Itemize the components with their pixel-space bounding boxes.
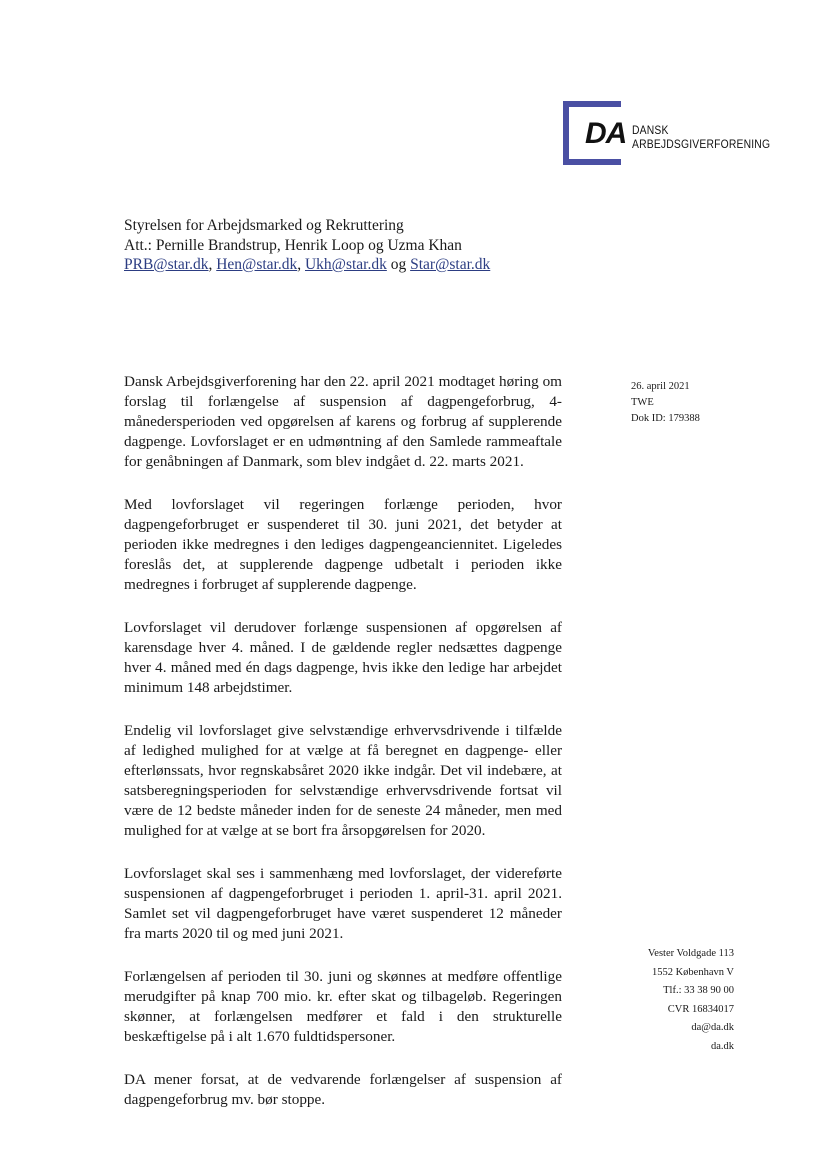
body-paragraph: Forlængelsen af perioden til 30. juni og skønnes at medføre offentlige merudgifter på knap 700 mio. kr. efter skat og tilbageløb. Regeringen skønner, at forlængelsen medfører et fald i den strukturelle beskæftigelse på i alt 1.670 fuldtidspersoner. <box>124 968 562 1045</box>
document-date: 26. april 2021 <box>631 381 690 392</box>
logo-organization-name <box>632 124 770 152</box>
body-paragraph: Endelig vil lovforslaget give selvstændige erhvervsdrivende i tilfælde af ledighed mulighed for at vælge at få beregnet en dagpenge- eller efterlønssats, hvor regnskabsåret 2020 ikke indgår. Det vil indebære, at satsberegningsperioden for selvstændige erhvervsdrivende fortsat vil være de 12 bedste måneder inden for de seneste 24 måneder, men med mulighed for at vælge at se bort fra årsopgørelsen for 2020. <box>124 722 562 839</box>
email-separator: , <box>297 256 302 273</box>
body-paragraph: Lovforslaget vil derudover forlænge suspensionen af opgørelsen af karensdage hver 4. måned. I de gældende regler nedsættes dagpenge hver 4. måned med én dags dagpenge, hvis ikke den ledige har arbejdet minimum 148 arbejdstimer. <box>124 619 562 696</box>
da-logo <box>563 101 771 167</box>
email-link-star[interactable]: Star@star.dk <box>410 256 491 273</box>
recipient-block <box>124 216 490 275</box>
body-paragraph: Dansk Arbejdsgiverforening har den 22. april 2021 modtaget høring om forslag til forlængelse af suspension af dagpengeforbrug, 4-månedersperioden ved opgørelsen af karens og forbrug af supplerende dagpenge. Lovforslaget er en udmøntning af den Samlede rammeaftale for genåbningen af Danmark, som blev indgået d. 22. marts 2021. <box>124 373 562 470</box>
document-meta <box>631 379 700 427</box>
sender-address <box>648 945 734 1056</box>
letter-body <box>124 372 562 1133</box>
address-email[interactable]: da@da.dk <box>691 1022 734 1033</box>
body-paragraph: DA mener forsat, at de vedvarende forlængelser af suspension af dagpengeforbrug mv. bør stoppe. <box>124 1071 562 1108</box>
address-phone: Tlf.: 33 38 90 00 <box>663 985 734 996</box>
address-city: 1552 København V <box>651 966 734 978</box>
document-initials: TWE <box>631 397 654 408</box>
recipient-organization: Styrelsen for Arbejdsmarked og Rekruttering <box>124 217 404 234</box>
email-link-prb[interactable]: PRB@star.dk <box>124 256 209 273</box>
email-and: og <box>390 256 407 273</box>
address-street: Vester Voldgade 113 <box>647 948 734 959</box>
email-link-ukh[interactable]: Ukh@star.dk <box>304 256 387 273</box>
logo-name-line1: DANSK <box>632 125 669 137</box>
logo-mark: DA <box>585 117 627 150</box>
recipient-attention: Att.: Pernille Brandstrup, Henrik Loop og Uzma Khan <box>124 236 462 254</box>
body-paragraph: Lovforslaget skal ses i sammenhæng med lovforslaget, der videreførte suspensionen af dagpengeforbruget i perioden 1. april-31. april 2021. Samlet set vil dagpengeforbruget have været suspenderet 12 måneder fra marts 2020 til og med juni 2021. <box>124 865 562 942</box>
body-paragraph: Med lovforslaget vil regeringen forlænge perioden, hvor dagpengeforbruget er suspenderet til 30. juni 2021, det betyder at perioden ikke medregnes i den lediges dagpengeanciennitet. Ligeledes foreslås det, at supplerende dagpenge udbetalt i perioden ikke medregnes i forbruget af supplerende dagpenge. <box>124 496 562 593</box>
document-id: Dok ID: 179388 <box>631 413 700 424</box>
recipient-emails <box>124 255 490 275</box>
address-website[interactable]: da.dk <box>710 1040 734 1052</box>
logo-name-line2: ARBEJDSGIVERFORENING <box>632 139 771 151</box>
email-separator: , <box>208 256 213 273</box>
address-cvr: CVR 16834017 <box>667 1003 734 1015</box>
email-link-hen[interactable]: Hen@star.dk <box>216 256 298 273</box>
